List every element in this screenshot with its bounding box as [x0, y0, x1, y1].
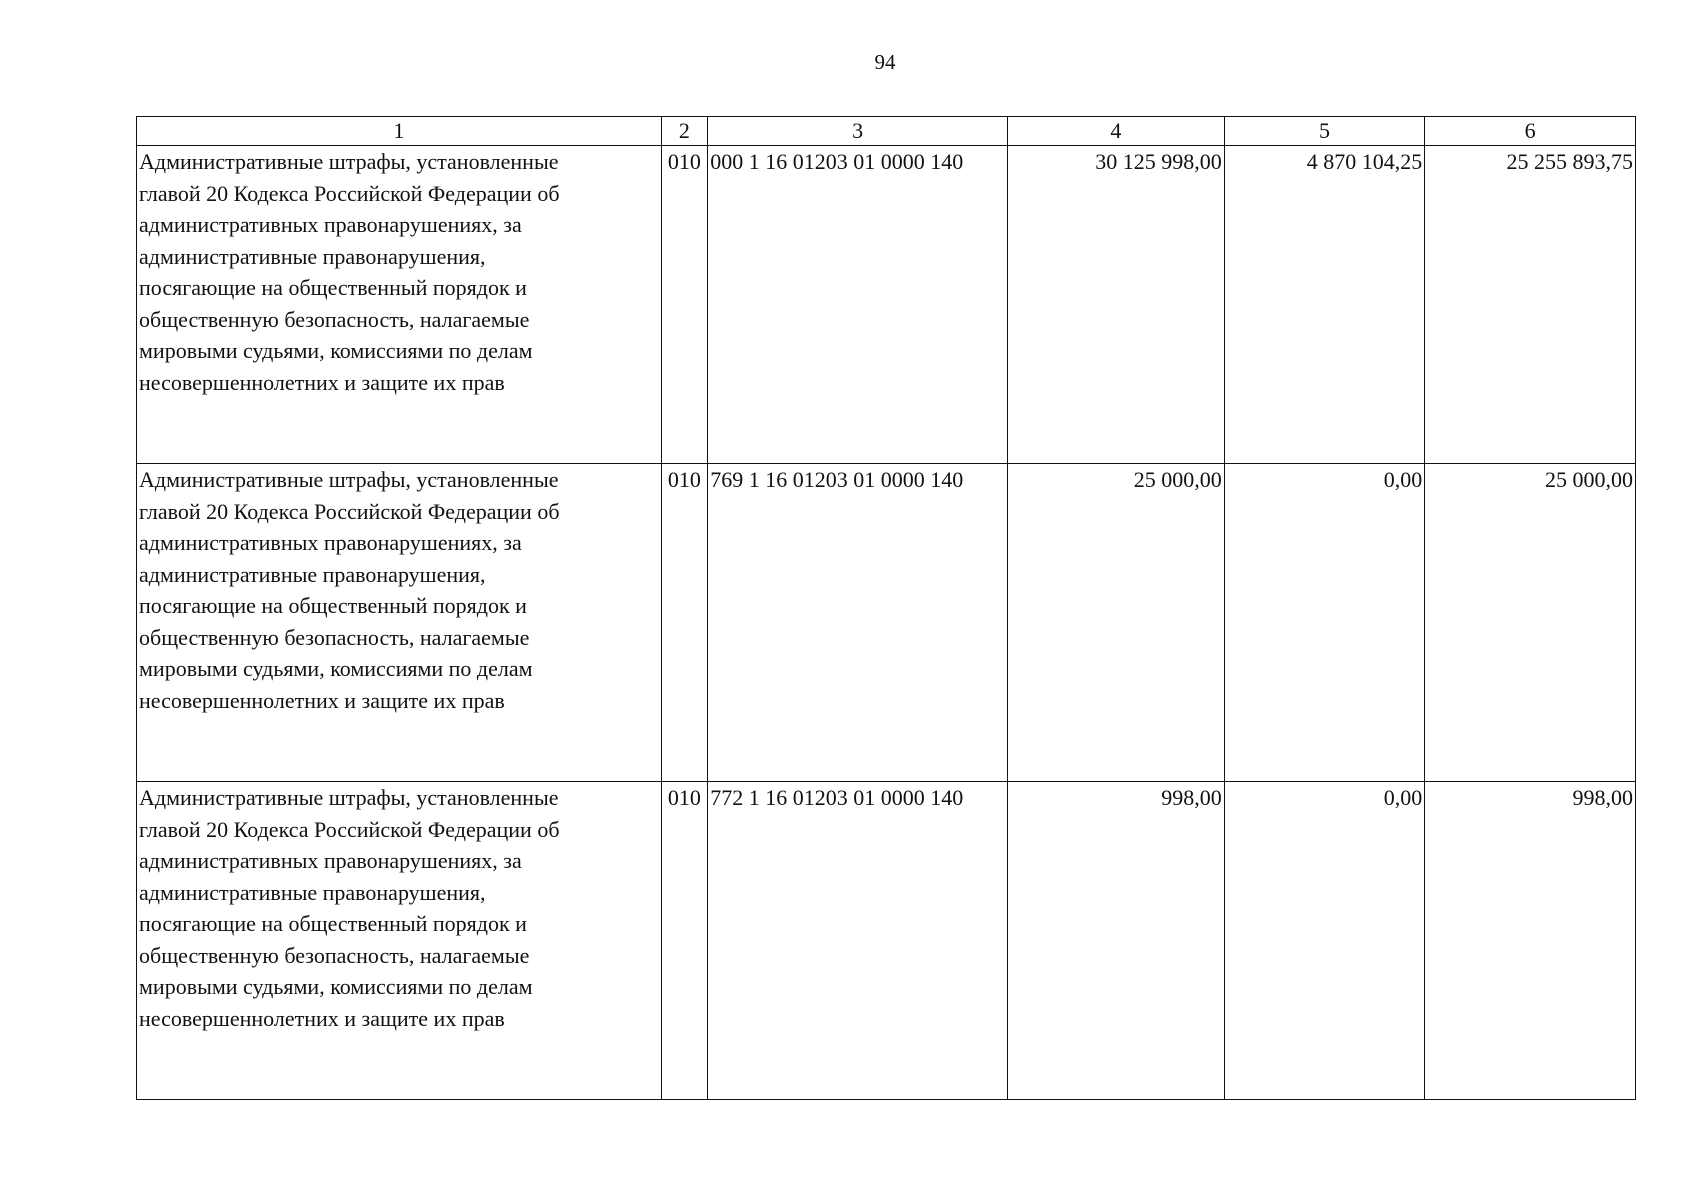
- table-header-row: [137, 117, 1636, 146]
- description-line: Административные штрафы, установленные: [139, 149, 559, 174]
- description-line: административные правонарушения,: [139, 243, 486, 269]
- description-line: главой 20 Кодекса Российской Федерации об: [139, 498, 560, 524]
- description-line: административные правонарушения,: [139, 879, 486, 905]
- description-line: административные правонарушения,: [139, 561, 486, 587]
- description-line: административных правонарушениях, за: [139, 212, 522, 237]
- table-row: [137, 782, 1636, 1100]
- description-line: Административные штрафы, установленные: [139, 785, 559, 810]
- description-line: общественную безопасность, налагаемые: [139, 624, 530, 650]
- row-value-col4: 25 000,00: [1008, 464, 1225, 782]
- column-header-2: 2: [661, 117, 708, 146]
- description-line: несовершеннолетних и защите их прав: [139, 687, 505, 713]
- row-value-col5: 0,00: [1224, 782, 1425, 1100]
- column-header-5: 5: [1224, 117, 1425, 146]
- row-value-col4: 998,00: [1008, 782, 1225, 1100]
- description-line: посягающие на общественный порядок и: [139, 275, 527, 300]
- description-line: мировыми судьями, комиссиями по делам: [139, 338, 533, 363]
- description-line: посягающие на общественный порядок и: [139, 593, 527, 618]
- description-line: общественную безопасность, налагаемые: [139, 942, 530, 968]
- row-description: [137, 782, 662, 1100]
- row-value-col6: 25 000,00: [1425, 464, 1636, 782]
- description-line: главой 20 Кодекса Российской Федерации об: [139, 816, 560, 842]
- row-line-code: 010: [661, 146, 708, 464]
- description-line: мировыми судьями, комиссиями по делам: [139, 656, 533, 681]
- description-line: мировыми судьями, комиссиями по делам: [139, 974, 533, 999]
- description-line: главой 20 Кодекса Российской Федерации об: [139, 180, 560, 206]
- description-line: Административные штрафы, установленные: [139, 467, 559, 492]
- description-line: общественную безопасность, налагаемые: [139, 306, 530, 332]
- row-value-col5: 0,00: [1224, 464, 1425, 782]
- row-description: [137, 146, 662, 464]
- row-budget-code: 772 1 16 01203 01 0000 140: [708, 782, 1008, 1100]
- row-value-col5: 4 870 104,25: [1224, 146, 1425, 464]
- row-value-col6: 998,00: [1425, 782, 1636, 1100]
- row-line-code: 010: [661, 464, 708, 782]
- table-row: [137, 464, 1636, 782]
- report-table: [136, 116, 1636, 1100]
- row-value-col6: 25 255 893,75: [1425, 146, 1636, 464]
- description-line: административных правонарушениях, за: [139, 848, 522, 873]
- column-header-4: 4: [1008, 117, 1225, 146]
- description-line: несовершеннолетних и защите их прав: [139, 369, 505, 395]
- row-description: [137, 464, 662, 782]
- table-row: [137, 146, 1636, 464]
- column-header-3: 3: [708, 117, 1008, 146]
- description-line: посягающие на общественный порядок и: [139, 911, 527, 936]
- row-value-col4: 30 125 998,00: [1008, 146, 1225, 464]
- description-line: административных правонарушениях, за: [139, 530, 522, 555]
- row-line-code: 010: [661, 782, 708, 1100]
- column-header-1: 1: [137, 117, 662, 146]
- page-number: 94: [874, 50, 896, 74]
- row-budget-code: 769 1 16 01203 01 0000 140: [708, 464, 1008, 782]
- description-line: несовершеннолетних и защите их прав: [139, 1005, 505, 1031]
- row-budget-code: 000 1 16 01203 01 0000 140: [708, 146, 1008, 464]
- column-header-6: 6: [1425, 117, 1636, 146]
